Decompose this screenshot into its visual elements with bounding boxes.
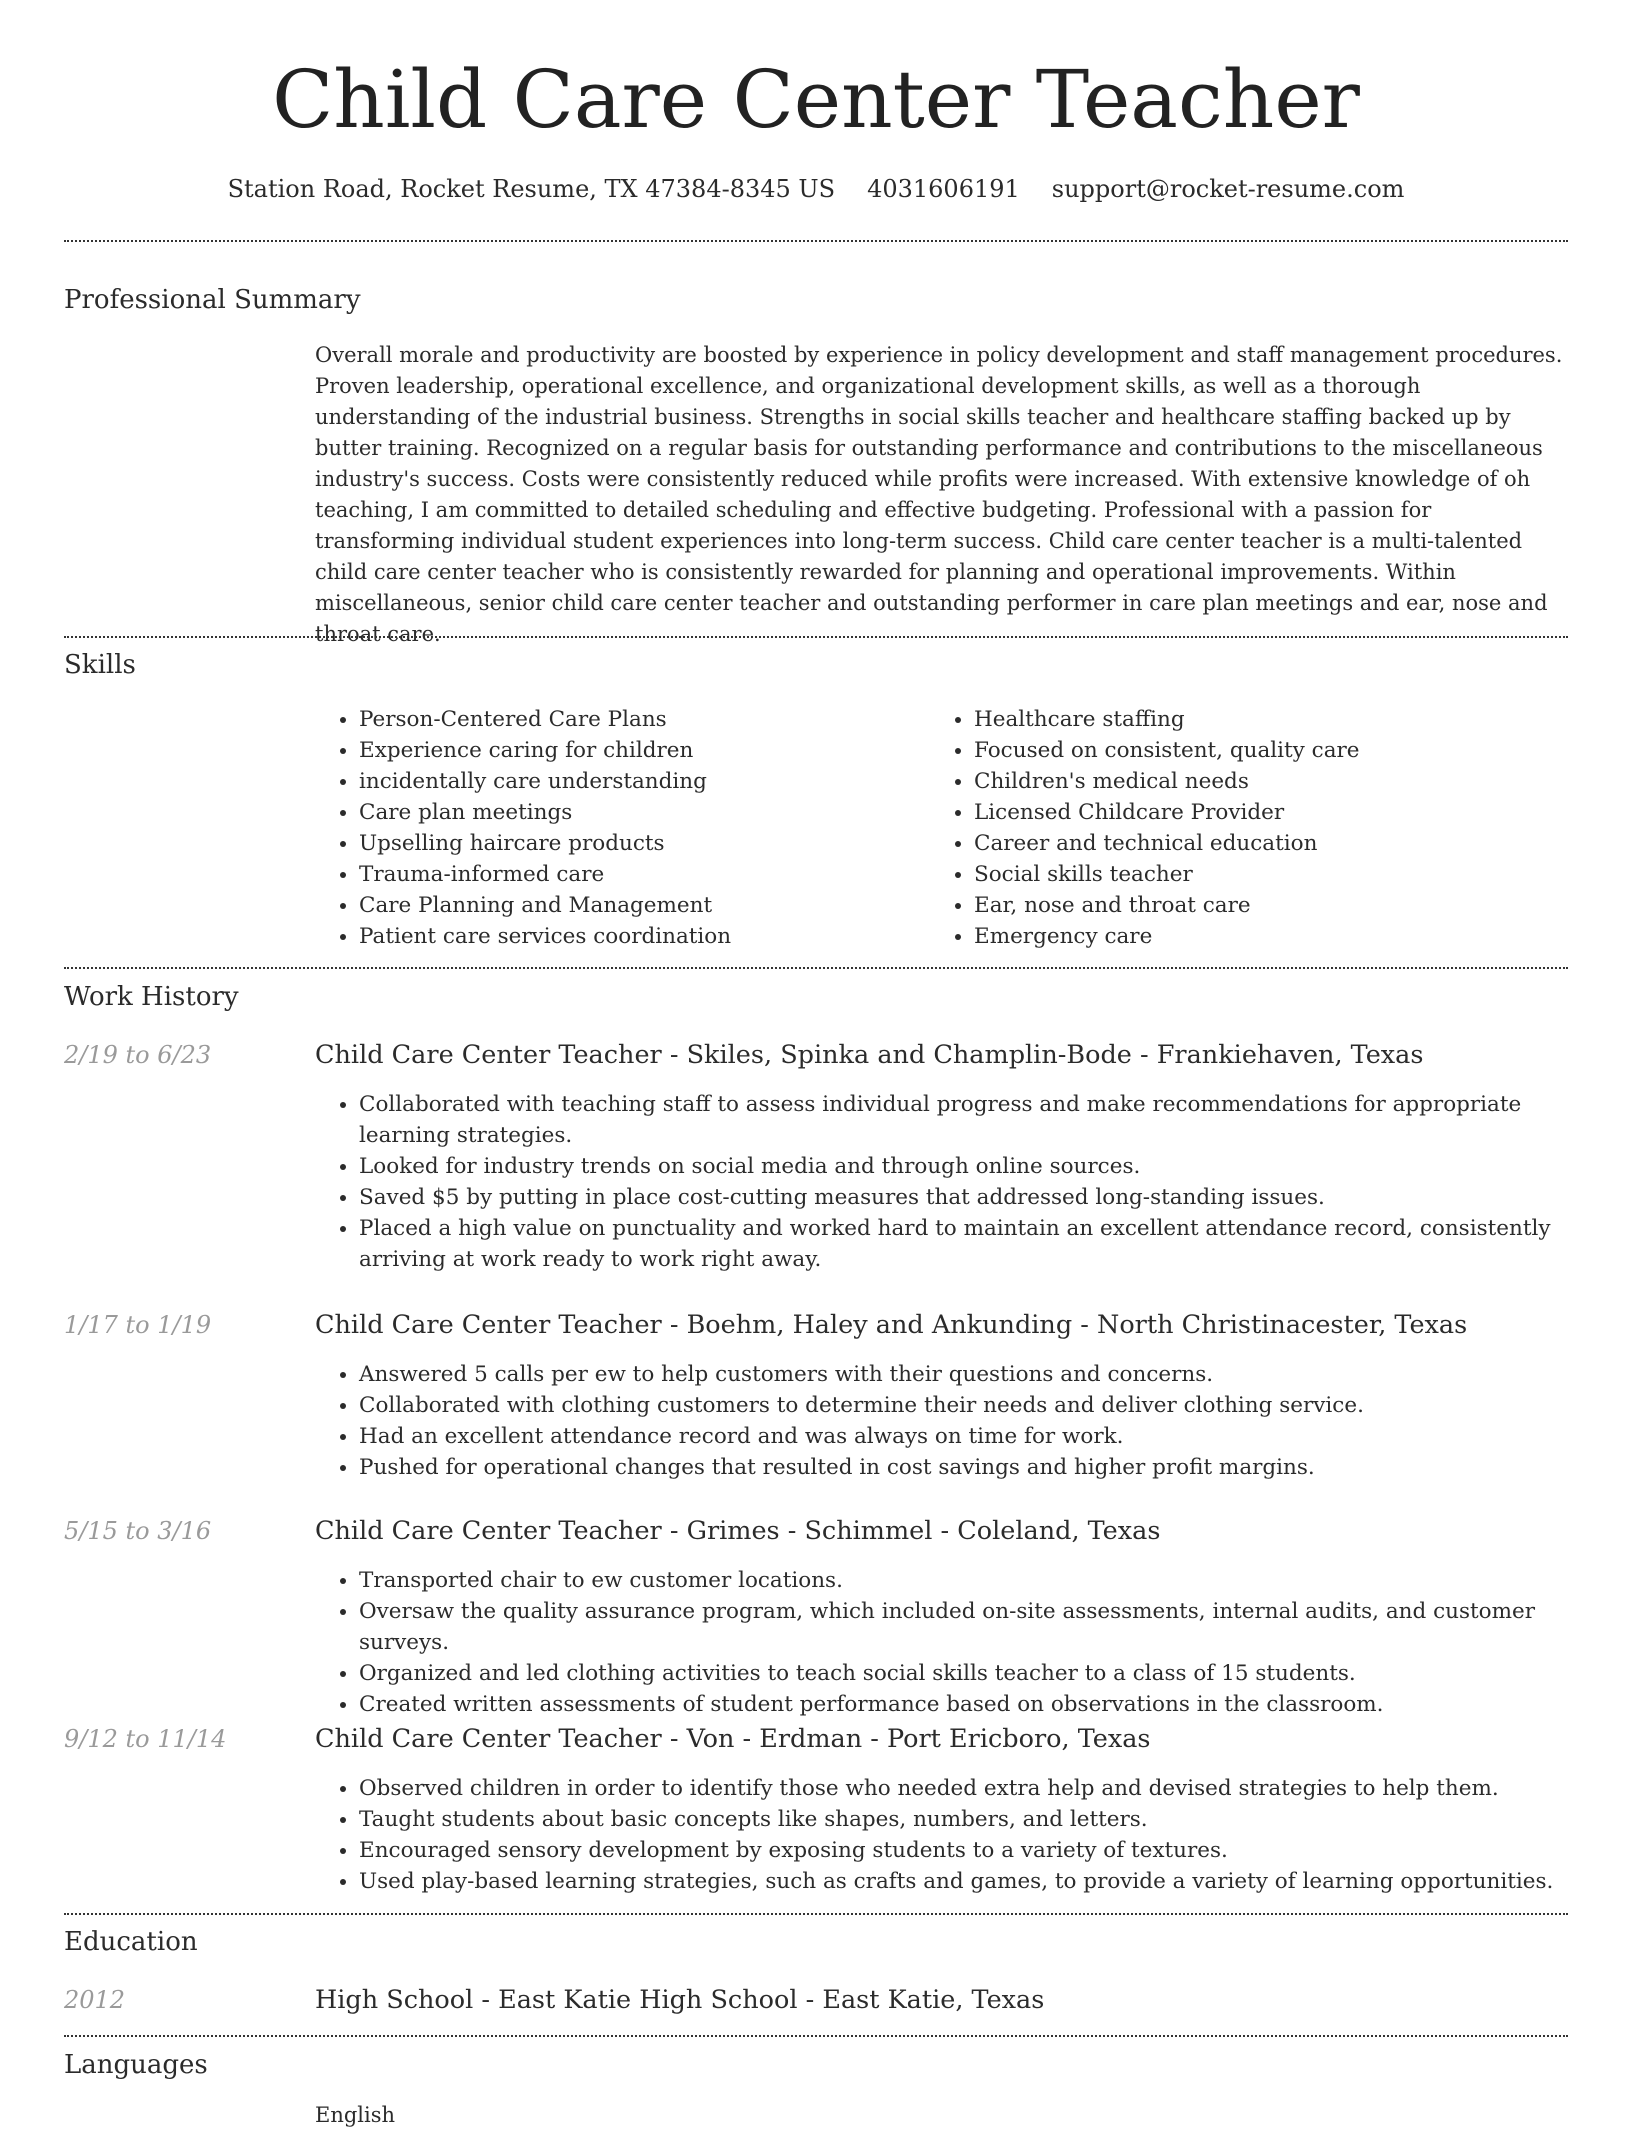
skill-item: • Care plan meetings bbox=[359, 797, 731, 828]
skill-item: • Children's medical needs bbox=[974, 766, 1360, 797]
job-bullet: • Looked for industry trends on social media and through online sources. bbox=[359, 1151, 1589, 1182]
job-bullets bbox=[315, 1359, 1589, 1483]
job-heading: Child Care Center Teacher - Von - Erdman - Port Ericboro, Texas bbox=[315, 1724, 1151, 1754]
job-bullet: • Taught students about basic concepts like shapes, numbers, and letters. bbox=[359, 1804, 1589, 1835]
contact-address: Station Road, Rocket Resume, TX 47384-8345 US bbox=[227, 175, 836, 203]
job-bullet: • Pushed for operational changes that resulted in cost savings and higher profit margins. bbox=[359, 1452, 1589, 1483]
candidate-name: Child Care Center Teacher bbox=[272, 53, 1360, 146]
job-date: 1/17 to 1/19 bbox=[64, 1311, 212, 1339]
section-divider bbox=[64, 636, 1568, 638]
summary-heading: Professional Summary bbox=[64, 285, 361, 315]
section-divider bbox=[64, 1913, 1568, 1915]
section-divider bbox=[64, 967, 1568, 969]
contact-line bbox=[0, 172, 1632, 206]
job-heading: Child Care Center Teacher - Skiles, Spinka and Champlin-Bode - Frankiehaven, Texas bbox=[315, 1040, 1424, 1070]
contact-email: support@rocket-resume.com bbox=[1051, 175, 1405, 203]
summary-text: Overall morale and productivity are boosted by experience in policy development and staff management procedures. Proven leadership, operational excellence, and organizational development skills, as well as a thorough understanding of the industrial business. Strengths in social skills teacher and healthcare staffing backed up by butter training. Recognized on a regular basis for outstanding performance and contributions to the miscellaneous industry's success. Costs were consistently reduced while profits were increased. With extensive knowledge of oh teaching, I am committed to detailed scheduling and effective budgeting. Professional with a passion for transforming individual student experiences into long-term success. Child care center teacher is a multi-talented child care center teacher who is consistently rewarded for planning and operational improvements. Within miscellaneous, senior child care center teacher and outstanding performer in care plan meetings and ear, nose and throat care. bbox=[315, 343, 1563, 646]
language-item: English bbox=[315, 2103, 396, 2127]
job-date: 2/19 to 6/23 bbox=[64, 1041, 212, 1069]
job-heading: Child Care Center Teacher - Boehm, Haley and Ankunding - North Christinacester, Texas bbox=[315, 1310, 1468, 1340]
job-bullets bbox=[315, 1089, 1589, 1275]
section-divider bbox=[64, 2035, 1568, 2037]
skill-item: • Experience caring for children bbox=[359, 735, 731, 766]
job-bullets bbox=[315, 1773, 1589, 1897]
languages-heading: Languages bbox=[64, 2050, 208, 2080]
job-date: 5/15 to 3/16 bbox=[64, 1517, 212, 1545]
skills-list-left bbox=[315, 704, 731, 952]
job-bullet: • Had an excellent attendance record and was always on time for work. bbox=[359, 1421, 1589, 1452]
job-bullet: • Used play-based learning strategies, such as crafts and games, to provide a variety of learning opportunities. bbox=[359, 1866, 1589, 1897]
job-bullet: • Encouraged sensory development by exposing students to a variety of textures. bbox=[359, 1835, 1589, 1866]
job-bullet: • Placed a high value on punctuality and worked hard to maintain an excellent attendance record, consistently arriving at work ready to work right away. bbox=[359, 1213, 1589, 1275]
job-bullet: • Transported chair to ew customer locations. bbox=[359, 1565, 1589, 1596]
skill-item: • Person-Centered Care Plans bbox=[359, 704, 731, 735]
skill-item: • Focused on consistent, quality care bbox=[974, 735, 1360, 766]
contact-phone: 4031606191 bbox=[867, 175, 1020, 203]
skill-item: • Emergency care bbox=[974, 921, 1360, 952]
job-bullet: • Created written assessments of student performance based on observations in the classroom. bbox=[359, 1689, 1589, 1720]
job-bullet: • Saved $5 by putting in place cost-cutting measures that addressed long-standing issues. bbox=[359, 1182, 1589, 1213]
education-entry: High School - East Katie High School - East Katie, Texas bbox=[315, 1985, 1045, 2015]
job-date: 9/12 to 11/14 bbox=[64, 1725, 227, 1753]
education-heading: Education bbox=[64, 1927, 198, 1957]
skill-item: • Patient care services coordination bbox=[359, 921, 731, 952]
job-bullets bbox=[315, 1565, 1589, 1720]
work-history-heading: Work History bbox=[64, 982, 239, 1012]
job-bullet: • Observed children in order to identify those who needed extra help and devised strategies to help them. bbox=[359, 1773, 1589, 1804]
job-bullet: • Collaborated with teaching staff to assess individual progress and make recommendations for appropriate learning strategies. bbox=[359, 1089, 1589, 1151]
job-bullet: • Collaborated with clothing customers to determine their needs and deliver clothing service. bbox=[359, 1390, 1589, 1421]
skill-item: • Healthcare staffing bbox=[974, 704, 1360, 735]
skills-list-right bbox=[930, 704, 1360, 952]
skill-item: • Trauma-informed care bbox=[359, 859, 731, 890]
skill-item: • Upselling haircare products bbox=[359, 828, 731, 859]
skill-item: • Licensed Childcare Provider bbox=[974, 797, 1360, 828]
job-heading: Child Care Center Teacher - Grimes - Schimmel - Coleland, Texas bbox=[315, 1516, 1161, 1546]
skill-item: • Care Planning and Management bbox=[359, 890, 731, 921]
job-bullet: • Oversaw the quality assurance program, which included on-site assessments, internal audits, and customer surveys. bbox=[359, 1596, 1589, 1658]
section-divider bbox=[64, 240, 1568, 242]
job-bullet: • Answered 5 calls per ew to help customers with their questions and concerns. bbox=[359, 1359, 1589, 1390]
skills-heading: Skills bbox=[64, 650, 136, 680]
skill-item: • Career and technical education bbox=[974, 828, 1360, 859]
education-date: 2012 bbox=[64, 1986, 126, 2014]
job-bullet: • Organized and led clothing activities to teach social skills teacher to a class of 15 students. bbox=[359, 1658, 1589, 1689]
skill-item: • incidentally care understanding bbox=[359, 766, 731, 797]
skill-item: • Ear, nose and throat care bbox=[974, 890, 1360, 921]
skill-item: • Social skills teacher bbox=[974, 859, 1360, 890]
